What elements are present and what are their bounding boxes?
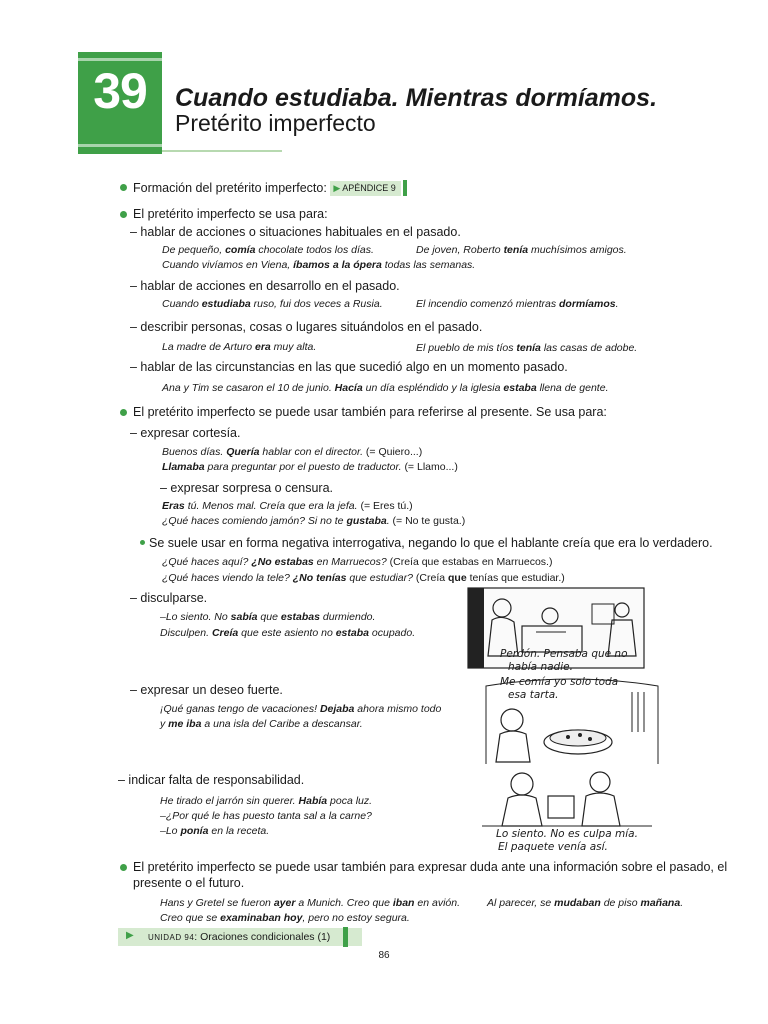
caption-2: Me comía yo solo toda esa tarta. [500,676,619,701]
doubt-line-1: El pretérito imperfecto se puede usar también para expresar duda ante una información sobre el pasado, el [133,860,728,874]
wish-example-2: y me iba a una isla del Caribe a descansar. [160,718,363,730]
appendix-link[interactable]: ▶ APÉNDICE 9 [330,181,400,196]
use1-example-1: De pequeño, comía chocolate todos los días. [162,244,374,256]
surprise-label: – expresar sorpresa o censura. [160,481,334,495]
doubt-line-2: presente o el futuro. [133,876,245,890]
apologize-example-2: Disculpen. Creía que este asiento no estaba ocupado. [160,627,416,639]
arrow-right-icon: ▶ [126,930,134,941]
chapter-number: 39 [93,63,147,119]
surprise-example-1: Eras tú. Menos mal. Creía que era la jefa. (= Eres tú.) [162,500,413,512]
responsibility-example-1: He tirado el jarrón sin querer. Había poca luz. [160,795,373,807]
use1-example-2: De joven, Roberto tenía muchísimos amigos. [416,244,627,256]
courtesy-label: – expresar cortesía. [130,426,241,440]
responsibility-label: – indicar falta de responsabilidad. [118,773,305,787]
illustration-package-scene [482,766,652,828]
page-subtitle: Pretérito imperfecto [175,110,376,136]
use4-example-1: Ana y Tim se casaron el 10 de junio. Hacía un día espléndido y la iglesia estaba llena de gente. [162,382,609,394]
doubt-example-1: Hans y Gretel se fueron ayer a Munich. Creo que iban en avión. [160,897,461,909]
apologize-example-1: –Lo siento. No sabía que estabas durmiendo. [160,611,376,623]
courtesy-example-1: Buenos días. Quería hablar con el director. (= Quiero...) [162,446,423,458]
caption-3: Lo siento. No es culpa mía. El paquete venía así. [496,828,638,853]
apologize-label: – disculparse. [130,591,208,605]
formation-line: Formación del pretérito imperfecto: ▶ APÉNDICE 9 [133,180,407,196]
unit-reference-link[interactable]: ▶ UNIDAD 94: Oraciones condicionales (1) [118,928,362,946]
ref-bar [343,927,348,947]
page-number: 86 [378,950,390,961]
negative-example-2: ¿Qué haces viendo la tele? ¿No tenías que estudiar? (Creía que tenías que estudiar.) [162,572,565,584]
page-title: Cuando estudiaba. Mientras dormíamos. [175,84,658,112]
doubt-example-2: Al parecer, se mudaban de piso mañana. [487,897,684,909]
ref-bar [403,180,407,196]
header-rule-bottom [162,150,282,152]
use1-label: – hablar de acciones o situaciones habituales en el pasado. [130,225,461,239]
responsibility-example-2: –¿Por qué le has puesto tanta sal a la carne? [160,810,372,822]
arrow-right-icon: ▶ [333,183,341,193]
use3-example-1: La madre de Arturo era muy alta. [162,341,317,353]
doubt-example-3: Creo que se examinaban hoy, pero no estoy segura. [160,912,410,924]
courtesy-example-2: Llamaba para preguntar por el puesto de traductor. (= Llamo...) [162,461,458,473]
use3-example-2: El pueblo de mis tíos tenía las casas de adobe. [416,342,638,354]
use1-example-3: Cuando vivíamos en Viena, íbamos a la ópera todas las semanas. [162,259,476,271]
use2-example-2: El incendio comenzó mientras dormíamos. [416,298,619,310]
use3-label: – describir personas, cosas o lugares situándolos en el pasado. [130,320,483,334]
caption-1: Perdón. Pensaba que no había nadie. [500,648,628,673]
surprise-example-2: ¿Qué haces comiendo jamón? Si no te gustaba. (= No te gusta.) [162,515,466,527]
use2-label: – hablar de acciones en desarrollo en el pasado. [130,279,400,293]
use4-label: – hablar de las circunstancias en las que sucedió algo en un momento pasado. [130,360,568,374]
wish-example-1: ¡Qué ganas tengo de vacaciones! Dejaba ahora mismo todo [160,703,442,715]
responsibility-example-3: –Lo ponía en la receta. [160,825,270,837]
present-intro: El pretérito imperfecto se puede usar también para referirse al presente. Se usa para: [133,405,607,419]
wish-label: – expresar un deseo fuerte. [130,683,283,697]
chapter-number-box [78,52,162,154]
negative-example-1: ¿Qué haces aquí? ¿No estabas en Marruecos? (Creía que estabas en Marruecos.) [162,556,553,568]
uses-intro: El pretérito imperfecto se usa para: [133,207,328,221]
negative-label: Se suele usar en forma negativa interrogativa, negando lo que el hablante creía que era lo verdadero. [149,536,713,550]
use2-example-1: Cuando estudiaba ruso, fui dos veces a Rusia. [162,298,383,310]
